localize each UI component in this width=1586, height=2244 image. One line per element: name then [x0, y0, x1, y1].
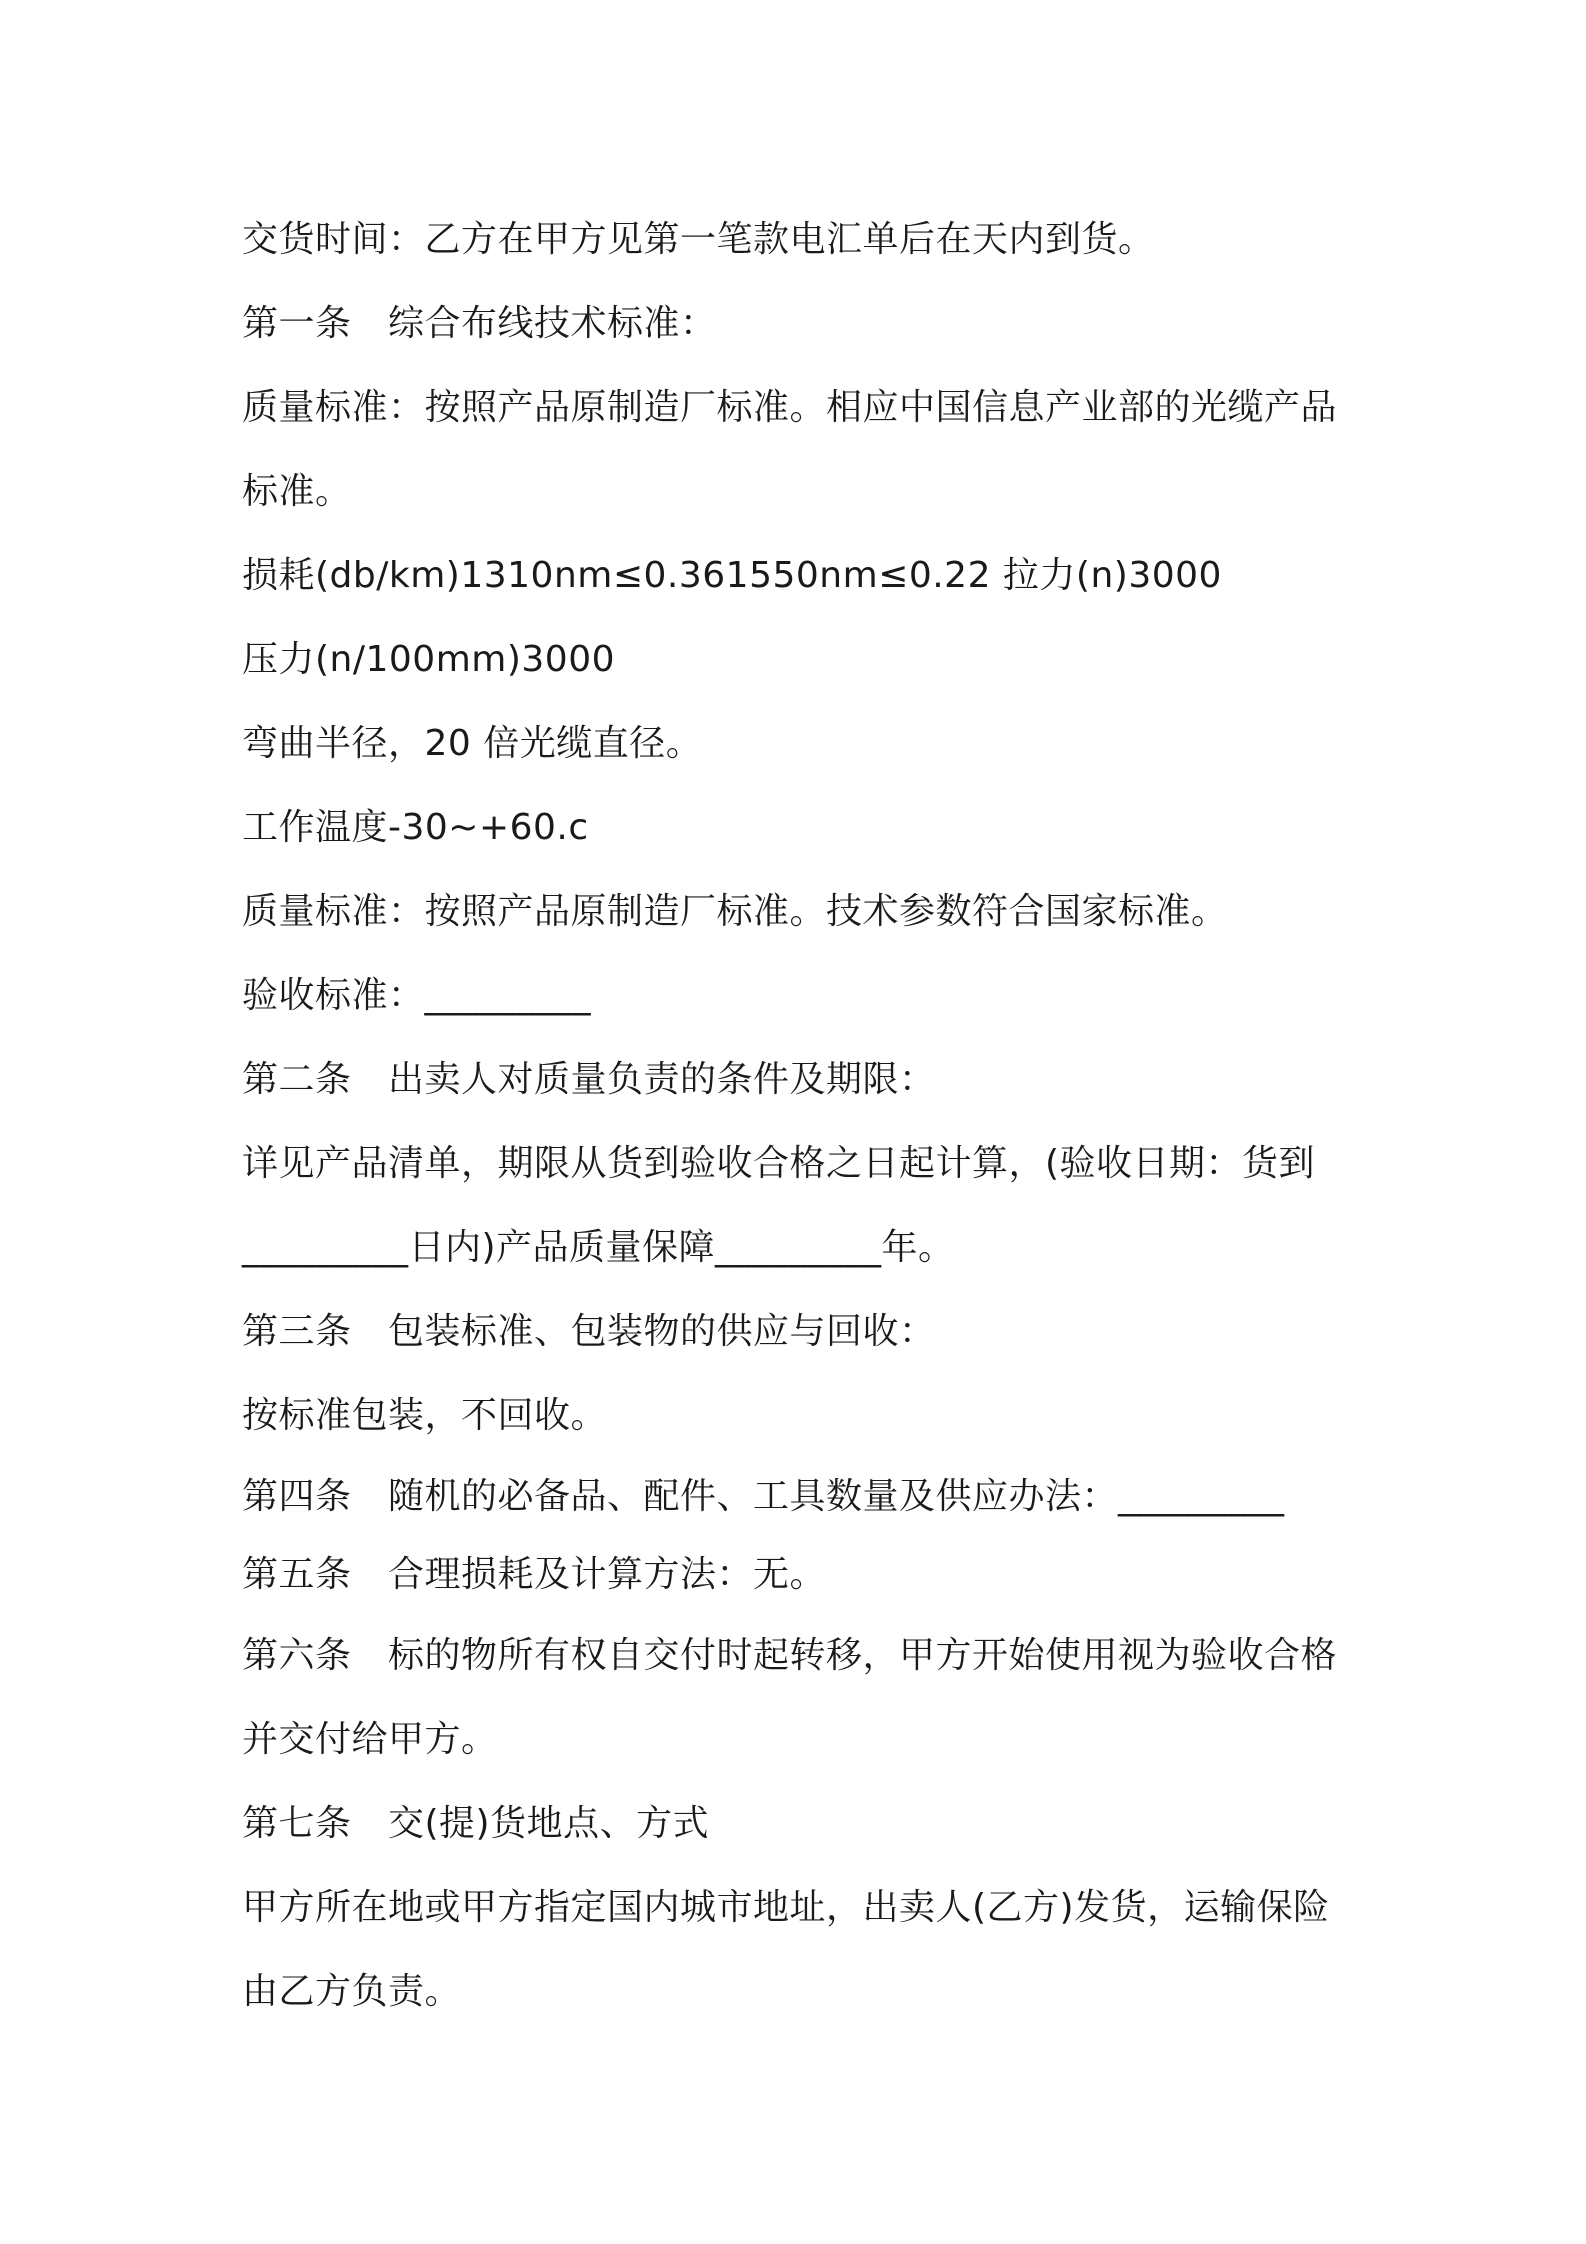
article-6-cont: 并交付给甲方。: [242, 1719, 498, 1760]
warranty-detail-line: 详见产品清单，期限从货到验收合格之日起计算，(验收日期：货到: [242, 1143, 1316, 1184]
bend-radius-line: 弯曲半径，20 倍光缆直径。: [242, 723, 703, 764]
packaging-line: 按标准包装，不回收。: [242, 1395, 608, 1436]
warranty-detail-line-cont: _________日内)产品质量保障_________年。: [242, 1227, 955, 1268]
article-3-heading: 第三条 包装标准、包装物的供应与回收：: [242, 1311, 936, 1352]
tech-params-line: 质量标准：按照产品原制造厂标准。技术参数符合国家标准。: [242, 891, 1228, 932]
article-7-heading: 第七条 交(提)货地点、方式: [242, 1803, 710, 1844]
loss-spec-line: 损耗(db/km)1310nm≤0.361550nm≤0.22 拉力(n)3000: [242, 555, 1222, 596]
article-6-heading: 第六条 标的物所有权自交付时起转移，甲方开始使用视为验收合格: [242, 1635, 1338, 1676]
article-5-heading: 第五条 合理损耗及计算方法：无。: [242, 1554, 827, 1595]
delivery-time-line: 交货时间：乙方在甲方见第一笔款电汇单后在天内到货。: [242, 219, 1155, 260]
acceptance-standard-line: 验收标准：_________: [242, 975, 592, 1016]
article-4-heading: 第四条 随机的必备品、配件、工具数量及供应办法：_________: [242, 1476, 1285, 1517]
delivery-place-line-cont: 由乙方负责。: [242, 1971, 462, 2012]
delivery-place-line: 甲方所在地或甲方指定国内城市地址，出卖人(乙方)发货，运输保险: [242, 1887, 1330, 1928]
article-2-heading: 第二条 出卖人对质量负责的条件及期限：: [242, 1059, 936, 1100]
quality-standard-line: 质量标准：按照产品原制造厂标准。相应中国信息产业部的光缆产品: [242, 387, 1338, 428]
working-temp-line: 工作温度-30~+60.c: [242, 807, 589, 848]
pressure-spec-line: 压力(n/100mm)3000: [242, 639, 616, 680]
quality-standard-line-cont: 标准。: [242, 471, 352, 512]
contract-body: [242, 198, 1362, 2034]
article-1-heading: 第一条 综合布线技术标准：: [242, 303, 717, 344]
